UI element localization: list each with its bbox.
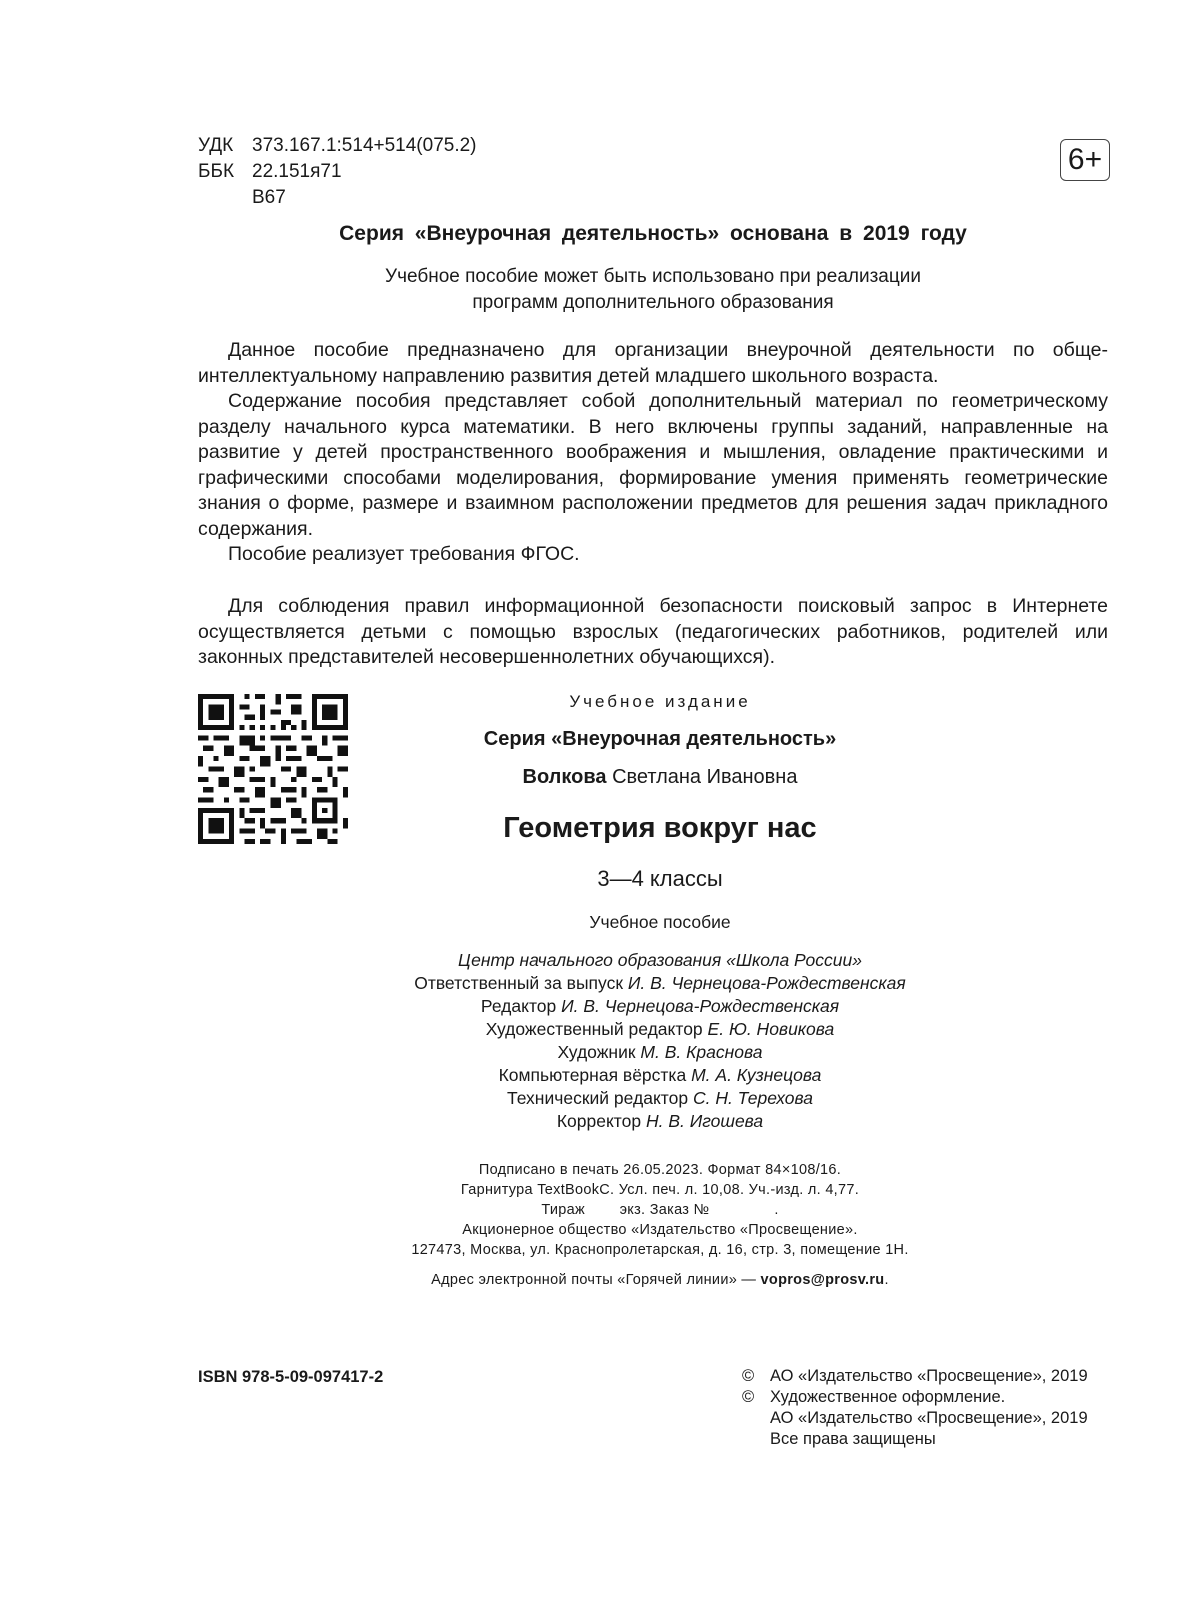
- email-suffix: .: [884, 1272, 889, 1288]
- edition-type: Учебное издание: [569, 692, 751, 711]
- credit-row: [360, 1110, 960, 1133]
- credit-role: Редактор: [480, 996, 557, 1016]
- credit-role: Художник: [557, 1042, 636, 1062]
- copyright-line: АО «Издательство «Просвещение», 2019: [770, 1409, 1088, 1427]
- copyright-icon: ©: [742, 1388, 755, 1406]
- grade-range: 3—4 классы: [597, 866, 723, 891]
- udk-label: УДК: [198, 135, 234, 156]
- credit-person: Н. В. Игошева: [645, 1111, 764, 1131]
- usage-note-line: программ дополнительного образования: [472, 292, 834, 313]
- credit-row: [360, 1064, 960, 1087]
- classification-block: [198, 133, 477, 211]
- annotation-paragraph: Данное пособие предназначено для организации внеурочной деятельности по общеинтеллектуальному направлению развития детей младшего школьного возраста.: [198, 339, 1108, 387]
- usage-note-line: Учебное пособие может быть использовано при реализации: [385, 266, 921, 287]
- credit-row: [360, 1018, 960, 1041]
- age-rating-badge: 6+: [1060, 139, 1110, 181]
- imprint-line: Гарнитура TextBookC. Усл. печ. л. 10,08. Уч.-изд. л. 4,77.: [460, 1182, 860, 1198]
- copyright-icon: ©: [742, 1367, 755, 1385]
- imprint-line: Подписано в печать 26.05.2023. Формат 84×108/16.: [478, 1162, 842, 1178]
- credit-row: [360, 972, 960, 995]
- credit-person: С. Н. Терехова: [692, 1088, 813, 1108]
- education-center: Центр начального образования «Школа России»: [458, 950, 862, 970]
- imprint-line: Акционерное общество «Издательство «Просвещение».: [462, 1222, 858, 1238]
- author-given-names: Светлана Ивановна: [612, 766, 798, 788]
- credit-row: [360, 1087, 960, 1110]
- credit-person: И. В. Чернецова-Рождественская: [627, 973, 906, 993]
- credit-role: Ответственный за выпуск: [414, 973, 623, 993]
- credit-row: [360, 995, 960, 1018]
- safety-paragraph: Для соблюдения правил информационной безопасности поисковый запрос в Интернете осуществляется детьми с помощью взрослых (педагогических работников, родителей или законных представителей несовершеннолетних обучающихся).: [198, 595, 1108, 668]
- credit-person: М. В. Краснова: [640, 1042, 763, 1062]
- author-mark: В67: [252, 187, 286, 208]
- qr-code-icon: [198, 694, 348, 844]
- isbn: ISBN 978-5-09-097417-2: [198, 1368, 384, 1386]
- bbk-value: 22.151я71: [252, 161, 342, 182]
- credit-person: И. В. Чернецова-Рождественская: [561, 996, 840, 1016]
- credit-role: Компьютерная вёрстка: [498, 1065, 687, 1085]
- credit-person: Е. Ю. Новикова: [707, 1019, 835, 1039]
- author-surname: Волкова: [522, 766, 607, 788]
- usage-note: [198, 264, 1108, 316]
- hotline-email-line: [360, 1270, 960, 1290]
- series-name: Серия «Внеурочная деятельность»: [483, 728, 837, 750]
- hotline-email-link[interactable]: vopros@prosv.ru: [760, 1272, 885, 1288]
- credit-row: [360, 1041, 960, 1064]
- book-type: Учебное пособие: [589, 912, 731, 932]
- credit-person: М. А. Кузнецова: [691, 1065, 822, 1085]
- copyright-block: [742, 1366, 1088, 1450]
- copyright-line: АО «Издательство «Просвещение», 2019: [770, 1367, 1088, 1385]
- book-title: Геометрия вокруг нас: [503, 812, 817, 844]
- credit-role: Корректор: [556, 1111, 642, 1131]
- author-name: [360, 766, 960, 789]
- email-prefix: Адрес электронной почты «Горячей линии» —: [431, 1272, 761, 1288]
- credit-role: Технический редактор: [507, 1088, 689, 1108]
- copyright-line: Художественное оформление.: [770, 1388, 1006, 1406]
- udk-value: 373.167.1:514+514(075.2): [252, 135, 477, 156]
- annotation: [198, 338, 1108, 568]
- imprint-block: [360, 1160, 960, 1290]
- imprint-line: 127473, Москва, ул. Краснопролетарская, д. 16, стр. 3, помещение 1Н.: [411, 1242, 909, 1258]
- bbk-label: ББК: [198, 161, 235, 182]
- safety-note: [198, 594, 1108, 671]
- credit-role: Художественный редактор: [485, 1019, 703, 1039]
- annotation-paragraph: Пособие реализует требования ФГОС.: [228, 543, 580, 565]
- annotation-paragraph: Содержание пособия представляет собой дополнительный материал по геометрическому разделу начального курса математики. В него включены группы заданий, направленные на развитие у детей пространственного воображения и мышления, овладение практическими и графическими способами моделирования, формирование умения применять геометрические знания о форме, размере и взаимном расположении предметов для решения задач прикладного содержания.: [198, 390, 1108, 540]
- rights-reserved: Все права защищены: [770, 1430, 936, 1448]
- imprint-line: Тираж экз. Заказ № .: [541, 1202, 779, 1218]
- credits-block: [360, 949, 960, 1133]
- series-founded-line: Серия «Внеурочная деятельность» основана в 2019 году: [339, 222, 967, 245]
